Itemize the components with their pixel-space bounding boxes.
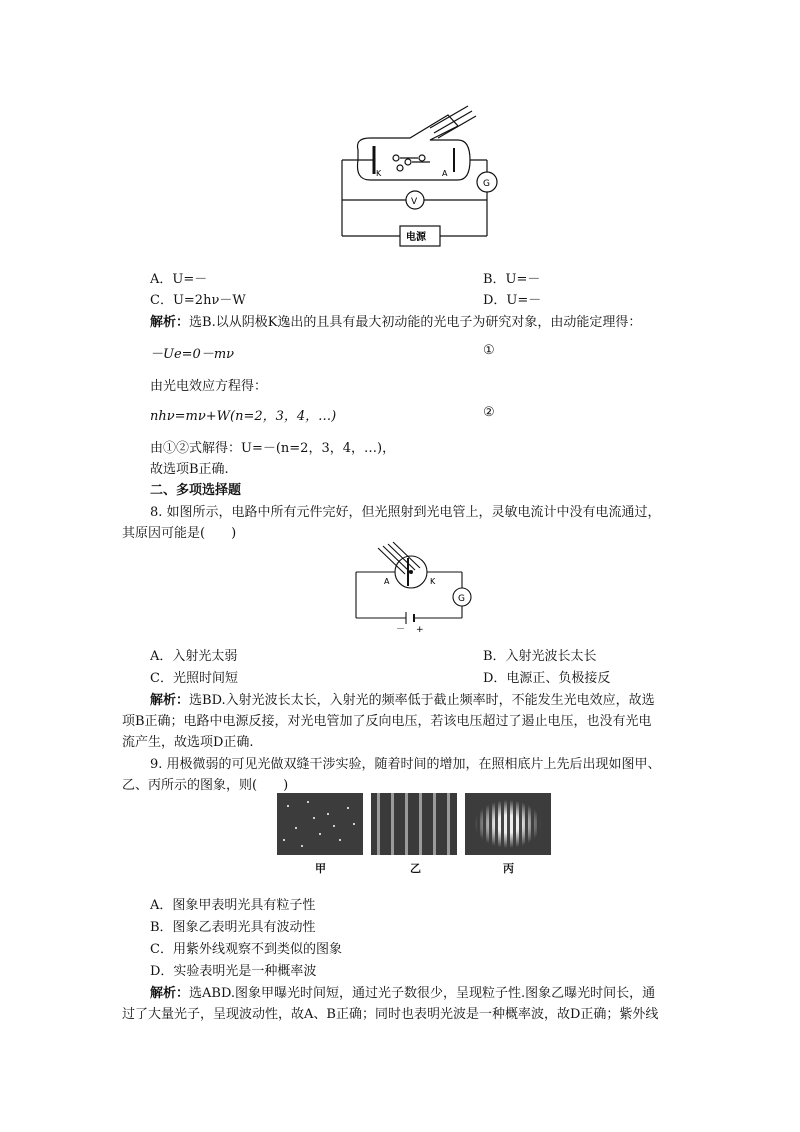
q8-analysis-line-3: 流产生，故选项D正确.: [122, 735, 254, 750]
photo-yi: [371, 793, 457, 855]
q8-option-a: A．入射光太弱: [150, 649, 238, 664]
photocell-cathode-label: K: [430, 577, 436, 586]
galvanometer-label: G: [483, 179, 490, 189]
analysis-text: 选BD.入射光波长太长，入射光的频率低于截止频率时，不能发生光电效应，故选: [189, 693, 655, 708]
q8-analysis-line-2: 项B正确；电路中电源反接，对光电管加了反向电压，若该电压超过了遏止电压，也没有光电: [122, 714, 652, 729]
battery-minus-label: －: [396, 625, 406, 635]
q7-option-b: B．U=－: [483, 272, 541, 287]
analysis-text: 选ABD.图象甲曝光时间短，通过光子数很少，呈现粒子性.图象乙曝光时间长，通: [189, 986, 656, 1001]
q8-stem-line-1: 8. 如图所示，电路中所有元件完好，但光照射到光电管上，灵敏电流计中没有电流通过，: [150, 505, 661, 520]
photo-label-yi: 乙: [410, 862, 421, 875]
analysis-label: 解析：: [150, 693, 190, 708]
q7-line-3: 由①②式解得：U=－(n=2，3，4，…)，: [150, 441, 396, 456]
photo-label-jia: 甲: [315, 862, 326, 875]
q9-analysis-line-1: [150, 982, 655, 1001]
q7-option-d: D．U=－: [483, 293, 542, 308]
q7-line-4: 故选项B正确.: [150, 462, 229, 477]
analysis-label: 解析：: [150, 315, 190, 330]
photocell-circuit-figure: [348, 540, 478, 635]
phototube-circuit-figure: [330, 100, 505, 250]
anode-label: A: [442, 169, 448, 178]
q9-stem-line-1: 9. 用极微弱的可见光做双缝干涉实验，随着时间的增加，在照相底片上先后出现如图甲、: [150, 757, 661, 772]
q9-option-b: B．图象乙表明光具有波动性: [150, 920, 316, 935]
photo-bing: [465, 793, 551, 855]
q7-equation-2-number: ②: [483, 405, 495, 420]
q9-analysis-line-2: 过了大量光子，呈现波动性，故A、B正确；同时也表明光波是一种概率波，故D正确；紫外线: [122, 1007, 659, 1022]
q7-option-a: A．U=－: [150, 272, 208, 287]
analysis-text: 选B.以从阴极K逸出的且具有最大初动能的光电子为研究对象，由动能定理得：: [189, 315, 642, 330]
photo-jia: [277, 793, 363, 855]
q9-option-a: A．图象甲表明光具有粒子性: [150, 898, 316, 913]
voltmeter-label: V: [411, 197, 418, 207]
q8-analysis-line-1: [150, 689, 655, 708]
q7-line-2: 由光电效应方程得：: [150, 379, 268, 394]
q8-option-d: D．电源正、负极接反: [483, 671, 611, 686]
cathode-label: K: [376, 169, 382, 178]
q9-option-c: C．用紫外线观察不到类似的图象: [150, 942, 342, 957]
battery-plus-label: +: [416, 625, 424, 635]
photo-label-bing: 丙: [503, 862, 514, 875]
q7-equation-1-number: ①: [483, 343, 495, 358]
q7-equation-1: －Ue=0－mν: [150, 347, 235, 362]
q8-option-c: C．光照时间短: [150, 671, 238, 686]
section-title: 二、多项选择题: [150, 483, 242, 498]
analysis-label: 解析：: [150, 986, 190, 1001]
q9-option-d: D．实验表明光是一种概率波: [150, 964, 317, 979]
q7-option-c: C．U=2hν－W: [150, 293, 246, 308]
q9-stem-line-2: 乙、丙所示的图象，则( ): [122, 778, 289, 793]
power-source-label: 电源: [406, 232, 426, 243]
q7-equation-2: nhν=mν+W(n=2，3，4，…): [150, 409, 337, 424]
q8-galvanometer-label: G: [458, 594, 465, 604]
q7-analysis: [150, 311, 641, 330]
q8-option-b: B．入射光波长太长: [483, 649, 597, 664]
photocell-anode-label: A: [384, 577, 390, 586]
q8-stem-line-2: 其原因可能是( ): [122, 526, 237, 541]
